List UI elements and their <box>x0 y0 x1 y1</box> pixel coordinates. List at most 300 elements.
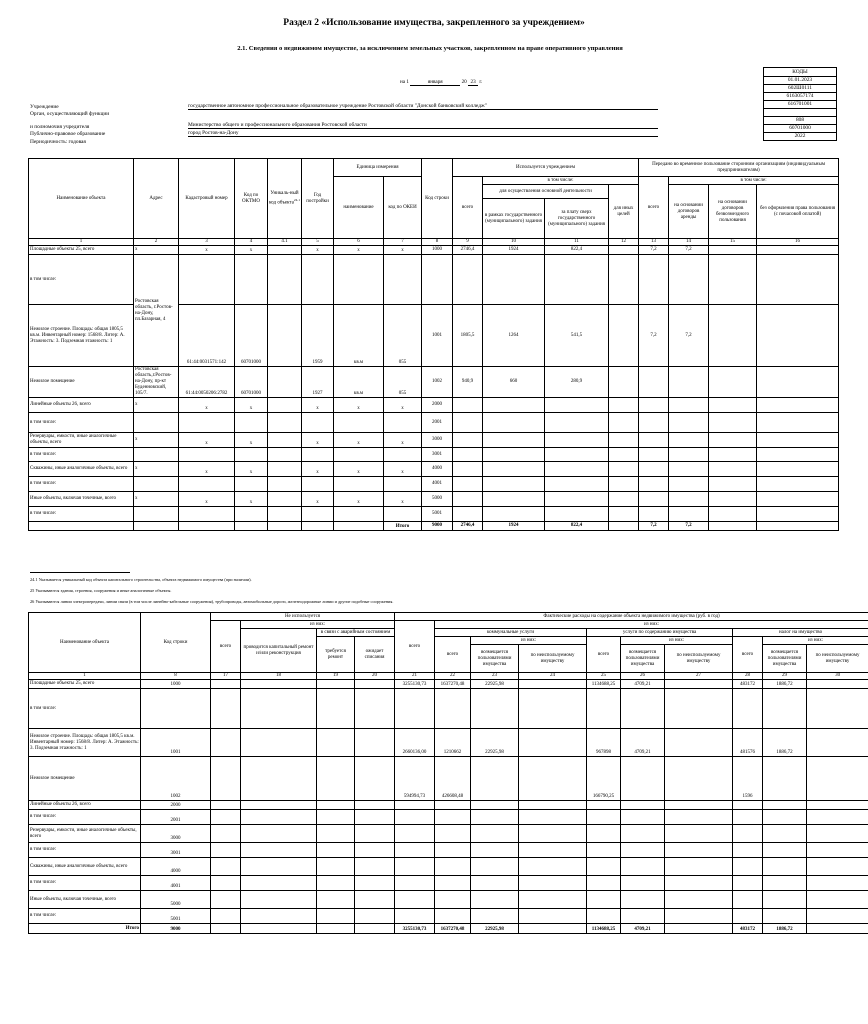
th2-tax: налог на имущество <box>733 629 868 637</box>
table-cell <box>241 689 317 729</box>
table-cell: кв.м <box>334 305 384 367</box>
table-cell <box>435 858 471 876</box>
th-over-task: за плату сверх государственного (муниципального) задания <box>545 199 609 239</box>
table-cell: x <box>384 492 422 507</box>
table-cell <box>709 433 757 448</box>
table-cell <box>435 689 471 729</box>
table-cell: x <box>302 462 334 477</box>
table-cell: Линейные объекты 26, всего <box>29 801 141 810</box>
table-cell <box>709 522 757 531</box>
table-cell <box>639 507 669 522</box>
table-cell <box>587 909 621 924</box>
th-t-none: без оформления права пользования (с почасовой оплатой) <box>757 185 839 239</box>
table-row <box>29 507 839 522</box>
th2-serv-of: из них: <box>621 637 733 645</box>
table-cell: 483172 <box>733 680 763 689</box>
table-cell <box>609 477 639 492</box>
table-cell <box>665 810 733 825</box>
table-row <box>29 891 868 909</box>
table-cell: Площадные объекты 25, всего <box>29 680 141 689</box>
th2-name: Наименование объекта <box>29 613 141 673</box>
table-cell: 5001 <box>422 507 453 522</box>
table-cell <box>757 448 839 462</box>
table-cell: 1000 <box>141 680 211 689</box>
table-cell: Нежилое строение. Площадь: общая 1805,5 кв.м. Инвентарный номер: 1568/8. Литер: А. Этажность: 3. Подземная этажность: 1 <box>29 729 141 757</box>
table-cell <box>609 305 639 367</box>
table-cell: 1134688,25 <box>587 680 621 689</box>
table-cell <box>453 507 483 522</box>
table-cell <box>763 876 807 891</box>
table-cell <box>268 398 302 413</box>
column-number: 10 <box>483 239 545 246</box>
table-cell: x <box>235 462 268 477</box>
table-cell <box>317 810 355 825</box>
th-name: Наименование объекта <box>29 159 134 239</box>
table-cell <box>545 507 609 522</box>
table-cell: в том числе: <box>29 448 134 462</box>
th-oktmo: Код по ОКТМО <box>235 159 268 239</box>
th-used-total: всего <box>453 177 483 239</box>
table-cell <box>807 689 868 729</box>
table-cell <box>141 689 211 729</box>
table-cell: x <box>334 433 384 448</box>
table-cell <box>211 876 241 891</box>
table-cell: 166790,25 <box>587 757 621 801</box>
codes-table <box>763 67 837 141</box>
table-cell <box>235 255 268 305</box>
th2-awaits: ожидает списания <box>355 637 395 673</box>
table-cell: Резервуары, емкости, иные аналогичные объекты, всего <box>29 825 141 843</box>
table-cell <box>355 757 395 801</box>
th-address: Адрес <box>134 159 179 239</box>
table-cell <box>471 876 519 891</box>
table-cell <box>807 680 868 689</box>
column-number: 13 <box>639 239 669 246</box>
table-cell <box>268 413 302 433</box>
th-unit: Единица измерения <box>334 159 422 177</box>
table-cell <box>757 246 839 255</box>
table-cell <box>669 507 709 522</box>
table-cell: в том числе: <box>29 909 141 924</box>
table-cell: 1001 <box>141 729 211 757</box>
table-cell <box>395 909 435 924</box>
table-cell: x <box>235 398 268 413</box>
table-cell <box>134 522 179 531</box>
table-cell: 1927 <box>302 367 334 398</box>
table-cell <box>453 448 483 462</box>
table-cell <box>395 825 435 843</box>
table-cell <box>639 492 669 507</box>
table-cell <box>211 924 241 934</box>
table-cell: 660 <box>483 367 545 398</box>
table-cell: в том числе: <box>29 810 141 825</box>
table-cell <box>395 689 435 729</box>
property-table <box>28 158 839 531</box>
table-cell <box>669 255 709 305</box>
table-cell <box>733 689 763 729</box>
column-number: 4.1 <box>268 239 302 246</box>
table-cell <box>334 255 384 305</box>
table-cell <box>519 825 587 843</box>
table-row <box>29 876 868 891</box>
table-cell: 4709,21 <box>621 729 665 757</box>
table-row <box>29 909 868 924</box>
founder-value: Министерство общего и профессионального образования Ростовской области <box>188 122 658 129</box>
table-cell <box>235 477 268 492</box>
column-number: 23 <box>471 673 519 680</box>
th2-tax-total: всего <box>733 637 763 673</box>
table-cell: 1596 <box>733 757 763 801</box>
table-cell <box>519 680 587 689</box>
table-cell: в том числе: <box>29 689 141 729</box>
table-cell <box>665 891 733 909</box>
table-cell: x <box>179 246 235 255</box>
table-cell: x <box>179 433 235 448</box>
table-cell: Нежилое строение. Площадь: общая 1805,5 кв.м. Инвентарный номер: 1568/8. Литер: А. Этажность: 3. Подземная этажность: 1 <box>29 305 134 367</box>
table-cell <box>621 891 665 909</box>
table-cell: 3255130,73 <box>395 924 435 934</box>
table-cell <box>757 462 839 477</box>
table-cell <box>241 876 317 891</box>
table-cell <box>669 433 709 448</box>
table-cell: x <box>384 398 422 413</box>
column-number: 27 <box>665 673 733 680</box>
table-cell <box>621 843 665 858</box>
column-number: 15 <box>709 239 757 246</box>
table-cell <box>302 255 334 305</box>
table-cell <box>733 909 763 924</box>
table-cell: 3001 <box>141 843 211 858</box>
table-cell <box>669 462 709 477</box>
table-row <box>29 462 839 477</box>
table-cell <box>134 477 179 492</box>
th2-e-total: всего <box>395 621 435 673</box>
table-cell <box>587 891 621 909</box>
table-cell <box>317 891 355 909</box>
table-cell <box>757 507 839 522</box>
table-cell <box>609 462 639 477</box>
column-number: 6 <box>334 239 384 246</box>
table-cell: 5000 <box>141 891 211 909</box>
table-cell <box>268 448 302 462</box>
table-cell: x <box>134 462 179 477</box>
table-cell <box>483 398 545 413</box>
table-cell <box>665 843 733 858</box>
table-cell <box>669 492 709 507</box>
table-cell: x <box>334 492 384 507</box>
table-cell <box>639 413 669 433</box>
table-cell: x <box>302 398 334 413</box>
th-used-incl: в том числе: <box>483 177 639 185</box>
table-cell <box>384 477 422 492</box>
th2-utilities: коммунальные услуги <box>435 629 587 637</box>
table-cell <box>669 477 709 492</box>
table-cell: Скважины, иные аналогичные объекты, всего <box>29 462 134 477</box>
table-cell <box>807 876 868 891</box>
table-cell <box>807 909 868 924</box>
table-cell <box>211 843 241 858</box>
table-cell: x <box>334 462 384 477</box>
table-cell <box>709 507 757 522</box>
table-row <box>29 448 839 462</box>
table-cell <box>733 858 763 876</box>
column-number: 24 <box>519 673 587 680</box>
table-cell: 2001 <box>141 810 211 825</box>
table-cell <box>621 757 665 801</box>
table-cell <box>483 507 545 522</box>
table-cell: кв.м <box>334 367 384 398</box>
table-cell <box>268 522 302 531</box>
table-cell: 967898 <box>587 729 621 757</box>
table-row <box>29 477 839 492</box>
column-number: 16 <box>757 239 839 246</box>
th2-tax-of: из них: <box>763 637 868 645</box>
table-cell: x <box>384 462 422 477</box>
table-cell: 541,5 <box>545 305 609 367</box>
table-cell <box>384 448 422 462</box>
table-cell <box>395 858 435 876</box>
footnote-26: 26 Указываются линии электропередачи, линии связи (в том числе линейно-кабельные сооружения), трубопроводы, автомобильные дороги, железнодорожные линии и другие подобные сооружения. <box>30 599 394 604</box>
table-cell <box>639 462 669 477</box>
table-cell <box>609 507 639 522</box>
table-cell <box>621 801 665 810</box>
table-cell: 7,2 <box>669 522 709 531</box>
table-cell: x <box>384 433 422 448</box>
table-cell: Нежилое помещение <box>29 367 134 398</box>
table-cell <box>519 858 587 876</box>
table-cell <box>807 810 868 825</box>
table-cell <box>317 924 355 934</box>
table-cell <box>665 801 733 810</box>
table-row <box>29 757 868 801</box>
table-cell: x <box>235 246 268 255</box>
codes-header: КОДЫ <box>764 68 837 77</box>
table-cell <box>395 810 435 825</box>
table-row <box>29 522 839 531</box>
table-cell <box>639 477 669 492</box>
table-cell: 5001 <box>141 909 211 924</box>
label-founder-1: Орган, осуществляющий функции <box>30 111 110 117</box>
th-t-total: всего <box>639 177 669 239</box>
table-cell <box>587 858 621 876</box>
table-cell <box>355 924 395 934</box>
th2-util-of: из них: <box>471 637 587 645</box>
table-cell: 481576 <box>733 729 763 757</box>
table-cell <box>639 398 669 413</box>
table-cell <box>241 909 317 924</box>
table-cell: x <box>334 398 384 413</box>
table-cell <box>211 680 241 689</box>
table-cell <box>483 448 545 462</box>
table-cell: в том числе: <box>29 876 141 891</box>
table-cell: 4001 <box>141 876 211 891</box>
table-row <box>29 367 839 398</box>
table-cell <box>435 876 471 891</box>
table-cell <box>733 810 763 825</box>
column-number: 12 <box>609 239 639 246</box>
table-row <box>29 246 839 255</box>
table-cell <box>334 507 384 522</box>
municipality-value: город Ростов-на-Дону <box>188 130 658 137</box>
table-cell <box>807 801 868 810</box>
th2-needs-repair: требуется ремонт <box>317 637 355 673</box>
code-cell: 602Ш0111 <box>764 85 837 93</box>
table-cell <box>519 689 587 729</box>
table-cell: 055 <box>384 305 422 367</box>
table-cell: 483172 <box>733 924 763 934</box>
table-cell <box>733 876 763 891</box>
table-row <box>29 398 839 413</box>
table-cell <box>317 876 355 891</box>
table-cell: 280,9 <box>545 367 609 398</box>
table-cell: 22925,98 <box>471 680 519 689</box>
table-cell: 60701000 <box>235 367 268 398</box>
column-number: 1 <box>29 673 141 680</box>
table-cell <box>241 680 317 689</box>
table-cell <box>709 448 757 462</box>
th2-total: всего <box>211 621 241 673</box>
page-subtitle: 2.1. Сведения о недвижимом имуществе, за исключением земельных участков, закрепленном на праве оперативного управления <box>237 45 623 52</box>
th2-tax-unused: по неиспользуемому имуществу <box>807 645 868 673</box>
table-cell <box>355 729 395 757</box>
table-cell: 1886,72 <box>763 729 807 757</box>
table-cell <box>609 246 639 255</box>
table-cell <box>587 843 621 858</box>
table-cell <box>435 810 471 825</box>
table-cell <box>639 255 669 305</box>
table-cell: x <box>384 246 422 255</box>
table-cell <box>235 448 268 462</box>
table-cell <box>211 891 241 909</box>
table-cell <box>807 729 868 757</box>
table-cell <box>453 398 483 413</box>
table-cell <box>241 825 317 843</box>
table-cell <box>435 801 471 810</box>
table-cell <box>355 876 395 891</box>
table-cell <box>519 801 587 810</box>
table-cell <box>587 876 621 891</box>
table-cell <box>665 924 733 934</box>
column-number: 30 <box>807 673 868 680</box>
table-cell <box>621 909 665 924</box>
table-cell <box>757 413 839 433</box>
table-cell <box>355 680 395 689</box>
table-cell <box>241 891 317 909</box>
table-cell: 1924 <box>483 522 545 531</box>
table-cell: 4000 <box>422 462 453 477</box>
table-cell: Скважины, иные аналогичные объекты, всего <box>29 858 141 876</box>
table-cell: Площадные объекты 25, всего <box>29 246 134 255</box>
table-cell <box>317 843 355 858</box>
table-cell <box>268 492 302 507</box>
table-cell <box>317 858 355 876</box>
th-row-code: Код строки <box>422 159 453 239</box>
table-cell: x <box>235 433 268 448</box>
table-cell <box>609 367 639 398</box>
th2-emergency: в связи с аварийным состоянием <box>317 629 395 637</box>
table-cell <box>665 689 733 729</box>
th-unit-name: наименование <box>334 177 384 239</box>
table-cell <box>268 255 302 305</box>
table-cell <box>435 891 471 909</box>
table-cell <box>621 858 665 876</box>
table-cell <box>519 891 587 909</box>
table-cell: x <box>334 246 384 255</box>
table-cell: Иные объекты, включая точечные, всего <box>29 891 141 909</box>
table-cell <box>639 433 669 448</box>
table-cell <box>587 689 621 729</box>
th-transferred: Передано во временное пользование сторонним организациям (индивидуальным предпринимателям) <box>639 159 839 177</box>
column-number: 5 <box>302 239 334 246</box>
th2-expenses: Фактические расходы на содержание объекта недвижимого имущества (руб. в год) <box>395 613 868 621</box>
table-cell <box>757 433 839 448</box>
column-number: 22 <box>435 673 471 680</box>
table-cell <box>609 255 639 305</box>
th-t-incl: в том числе: <box>669 177 839 185</box>
table-cell <box>355 909 395 924</box>
table-cell: 4709,21 <box>621 680 665 689</box>
table-cell <box>355 858 395 876</box>
table-cell <box>268 433 302 448</box>
table-cell <box>268 462 302 477</box>
table-cell <box>621 689 665 729</box>
table-cell <box>545 448 609 462</box>
table-cell <box>384 255 422 305</box>
table-cell: 1264 <box>483 305 545 367</box>
table-cell <box>483 413 545 433</box>
table-cell <box>241 858 317 876</box>
table-row <box>29 858 868 876</box>
table-cell <box>609 398 639 413</box>
table-cell <box>241 810 317 825</box>
table-cell: в том числе: <box>29 843 141 858</box>
table-cell <box>483 462 545 477</box>
label-institution: Учреждение <box>30 104 59 110</box>
th2-not-used: Не используется <box>211 613 395 621</box>
code-cell: 808 <box>764 117 837 125</box>
table-cell: x <box>134 433 179 448</box>
table-cell: Нежилое помещение <box>29 757 141 801</box>
table-cell <box>355 810 395 825</box>
table-cell: 1924 <box>483 246 545 255</box>
table-cell <box>471 891 519 909</box>
table-cell <box>302 477 334 492</box>
table-cell <box>134 448 179 462</box>
table-cell <box>241 843 317 858</box>
table-cell <box>179 413 235 433</box>
table-cell <box>733 843 763 858</box>
table-cell: 1886,72 <box>763 680 807 689</box>
table-cell <box>134 413 179 433</box>
table-cell <box>435 843 471 858</box>
table-cell <box>763 810 807 825</box>
table-cell <box>709 255 757 305</box>
table-cell <box>453 462 483 477</box>
table-cell: 9000 <box>141 924 211 934</box>
table-cell <box>483 492 545 507</box>
label-periodicity: Периодичность: годовая <box>30 139 86 145</box>
table-cell <box>471 810 519 825</box>
table-cell: x <box>302 492 334 507</box>
table-cell <box>763 891 807 909</box>
th2-serv-unused: по неиспользуемому имуществу <box>665 645 733 673</box>
column-number: 9 <box>453 239 483 246</box>
table-cell <box>763 757 807 801</box>
footnote-25: 25 Указываются здания, строения, сооружения и иные аналогичные объекты. <box>30 588 172 593</box>
table-cell <box>317 825 355 843</box>
table-cell <box>545 255 609 305</box>
table-cell <box>179 255 235 305</box>
